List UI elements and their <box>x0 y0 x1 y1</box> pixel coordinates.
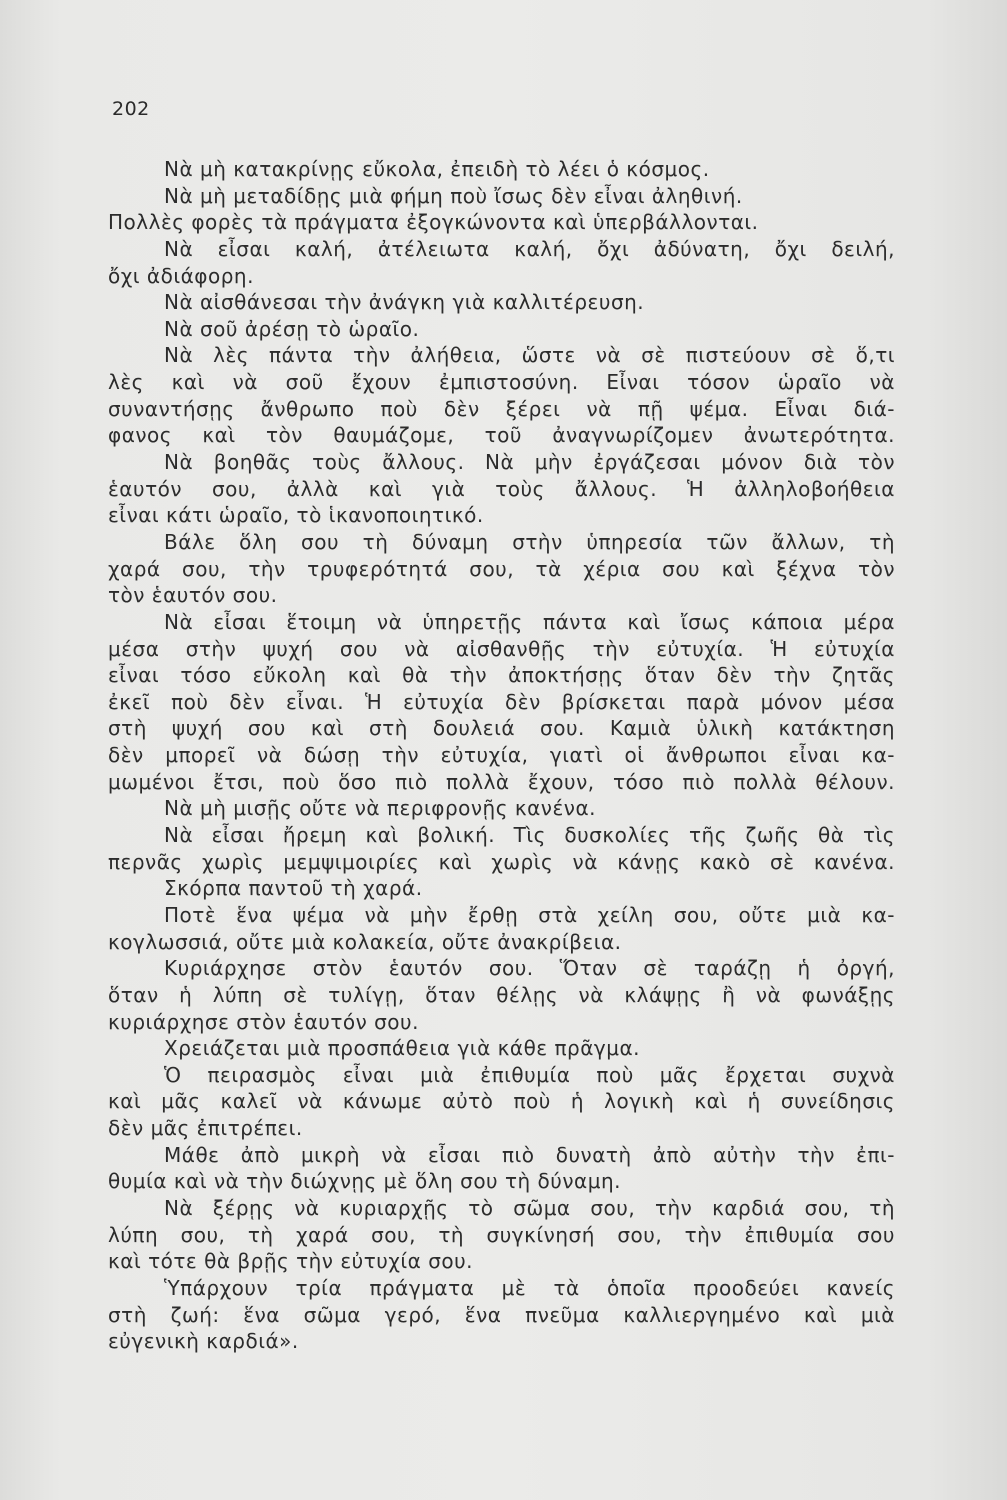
text-line: περνᾶς χωρὶς μεμψιμοιρίες καὶ χωρὶς νὰ κάνῃς κακὸ σὲ κανένα. <box>108 849 895 874</box>
text-line: φανος καὶ τὸν θαυμάζομε, τοῦ ἀναγνωρίζομεν ἀνωτερότητα. <box>108 423 895 448</box>
page-number: 202 <box>112 98 150 120</box>
text-line: Νὰ μὴ μεταδίδῃς μιὰ φήμη ποὺ ἴσως δὲν εἶναι ἀληθινή. <box>164 183 743 208</box>
text-line: Νὰ ξέρῃς νὰ κυριαρχῇς τὸ σῶμα σου, τὴν καρδιά σου, τὴ <box>164 1195 895 1220</box>
text-line: Ὑπάρχουν τρία πράγματα μὲ τὰ ὁποῖα προοδεύει κανείς <box>164 1275 895 1300</box>
text-line: ὄχι ἀδιάφορη. <box>108 263 254 288</box>
text-line: καὶ μᾶς καλεῖ νὰ κάνωμε αὐτὸ ποὺ ἡ λογικὴ καὶ ἡ συνείδησις <box>108 1089 895 1114</box>
text-line: καὶ τότε θὰ βρῇς τὴν εὐτυχία σου. <box>108 1249 474 1274</box>
text-line: Μάθε ἀπὸ μικρὴ νὰ εἶσαι πιὸ δυνατὴ ἀπὸ αὐτὴν τὴν ἐπι- <box>164 1142 895 1167</box>
text-line: μωμένοι ἔτσι, ποὺ ὅσο πιὸ πολλὰ ἔχουν, τόσο πιὸ πολλὰ θέλουν. <box>108 769 895 794</box>
text-line: στὴ ψυχή σου καὶ στὴ δουλειά σου. Καμιὰ ὑλικὴ κατάκτηση <box>108 716 895 741</box>
text-line: Νὰ λὲς πάντα τὴν ἀλήθεια, ὥστε νὰ σὲ πιστεύουν σὲ ὅ,τι <box>164 343 895 368</box>
text-line: Νὰ μὴ μισῇς οὔτε νὰ περιφρονῇς κανένα. <box>164 796 596 821</box>
text-line: κογλωσσιά, οὔτε μιὰ κολακεία, οὔτε ἀνακρίβεια. <box>108 929 622 954</box>
text-line: δὲν μπορεῖ νὰ δώσῃ τὴν εὐτυχία, γιατὶ οἱ ἄνθρωποι εἶναι κα- <box>108 743 895 768</box>
text-line: ἑαυτόν σου, ἀλλὰ καὶ γιὰ τοὺς ἄλλους. Ἡ ἀλληλοβοήθεια <box>108 476 895 501</box>
text-line: τὸν ἑαυτόν σου. <box>108 583 278 608</box>
text-line: εἶναι τόσο εὔκολη καὶ θὰ τὴν ἀποκτήσῃς ὅταν δὲν τὴν ζητᾶς <box>108 663 895 688</box>
text-line: δὲν μᾶς ἐπιτρέπει. <box>108 1116 303 1141</box>
text-line: Νὰ εἶσαι ἕτοιμη νὰ ὑπηρετῇς πάντα καὶ ἴσως κάποια μέρα <box>164 609 895 634</box>
text-line: Βάλε ὅλη σου τὴ δύναμη στὴν ὑπηρεσία τῶν ἄλλων, τὴ <box>164 529 895 554</box>
text-line: θυμία καὶ νὰ τὴν διώχνῃς μὲ ὅλη σου τὴ δύναμη. <box>108 1169 621 1194</box>
text-line: Σκόρπα παντοῦ τὴ χαρά. <box>164 876 423 901</box>
text-line: χαρά σου, τὴν τρυφερότητά σου, τὰ χέρια σου καὶ ξέχνα τὸν <box>108 556 895 581</box>
text-line: Νὰ αἰσθάνεσαι τὴν ἀνάγκη γιὰ καλλιτέρευση. <box>164 290 645 315</box>
text-line: Νὰ μὴ κατακρίνῃς εὔκολα, ἐπειδὴ τὸ λέει ὁ κόσμος. <box>164 157 710 181</box>
text-line: Νὰ εἶσαι ἤρεμη καὶ βολική. Τὶς δυσκολίες τῆς ζωῆς θὰ τὶς <box>164 823 895 848</box>
text-line: εἶναι κάτι ὡραῖο, τὸ ἱκανοποιητικό. <box>108 503 484 528</box>
text-line: Ὁ πειρασμὸς εἶναι μιὰ ἐπιθυμία ποὺ μᾶς ἔρχεται συχνὰ <box>164 1062 895 1087</box>
text-line: Χρειάζεται μιὰ προσπάθεια γιὰ κάθε πρᾶγμα. <box>164 1036 640 1061</box>
text-line: εὐγενικὴ καρδιά». <box>108 1329 299 1354</box>
text-line: στὴ ζωή: ἕνα σῶμα γερό, ἕνα πνεῦμα καλλιεργημένο καὶ μιὰ <box>108 1302 895 1327</box>
text-line: λύπη σου, τὴ χαρά σου, τὴ συγκίνησή σου, τὴν ἐπιθυμία σου <box>108 1222 895 1247</box>
text-line: Νὰ βοηθᾶς τοὺς ἄλλους. Νὰ μὴν ἐργάζεσαι μόνον διὰ τὸν <box>164 450 895 475</box>
text-line: κυριάρχησε στὸν ἑαυτόν σου. <box>108 1009 419 1034</box>
text-line: Νὰ σοῦ ἀρέσῃ τὸ ὡραῖο. <box>164 316 420 341</box>
text-line: ἐκεῖ ποὺ δὲν εἶναι. Ἡ εὐτυχία δὲν βρίσκεται παρὰ μόνον μέσα <box>108 689 895 714</box>
text-line: Νὰ εἶσαι καλή, ἀτέλειωτα καλή, ὄχι ἀδύνατη, ὄχι δειλή, <box>164 236 895 261</box>
text-line: Κυριάρχησε στὸν ἑαυτόν σου. Ὅταν σὲ ταράζῃ ἡ ὀργή, <box>164 956 895 981</box>
text-line: ὅταν ἡ λύπη σὲ τυλίγῃ, ὅταν θέλῃς νὰ κλάψῃς ἢ νὰ φωνάξῃς <box>108 982 895 1007</box>
text-line: Ποτὲ ἕνα ψέμα νὰ μὴν ἔρθῃ στὰ χείλη σου, οὔτε μιὰ κα- <box>164 902 895 927</box>
text-line: Πολλὲς φορὲς τὰ πράγματα ἐξογκώνοντα καὶ ὑπερβάλλονται. <box>108 210 759 235</box>
text-line: μέσα στὴν ψυχή σου νὰ αἰσθανθῇς τὴν εὐτυχία. Ἡ εὐτυχία <box>108 636 895 661</box>
text-line: συναντήσῃς ἄνθρωπο ποὺ δὲν ξέρει νὰ πῇ ψέμα. Εἶναι διά- <box>108 396 895 421</box>
body-text <box>108 156 895 1355</box>
text-line: λὲς καὶ νὰ σοῦ ἔχουν ἐμπιστοσύνη. Εἶναι τόσον ὡραῖο νὰ <box>108 370 895 395</box>
